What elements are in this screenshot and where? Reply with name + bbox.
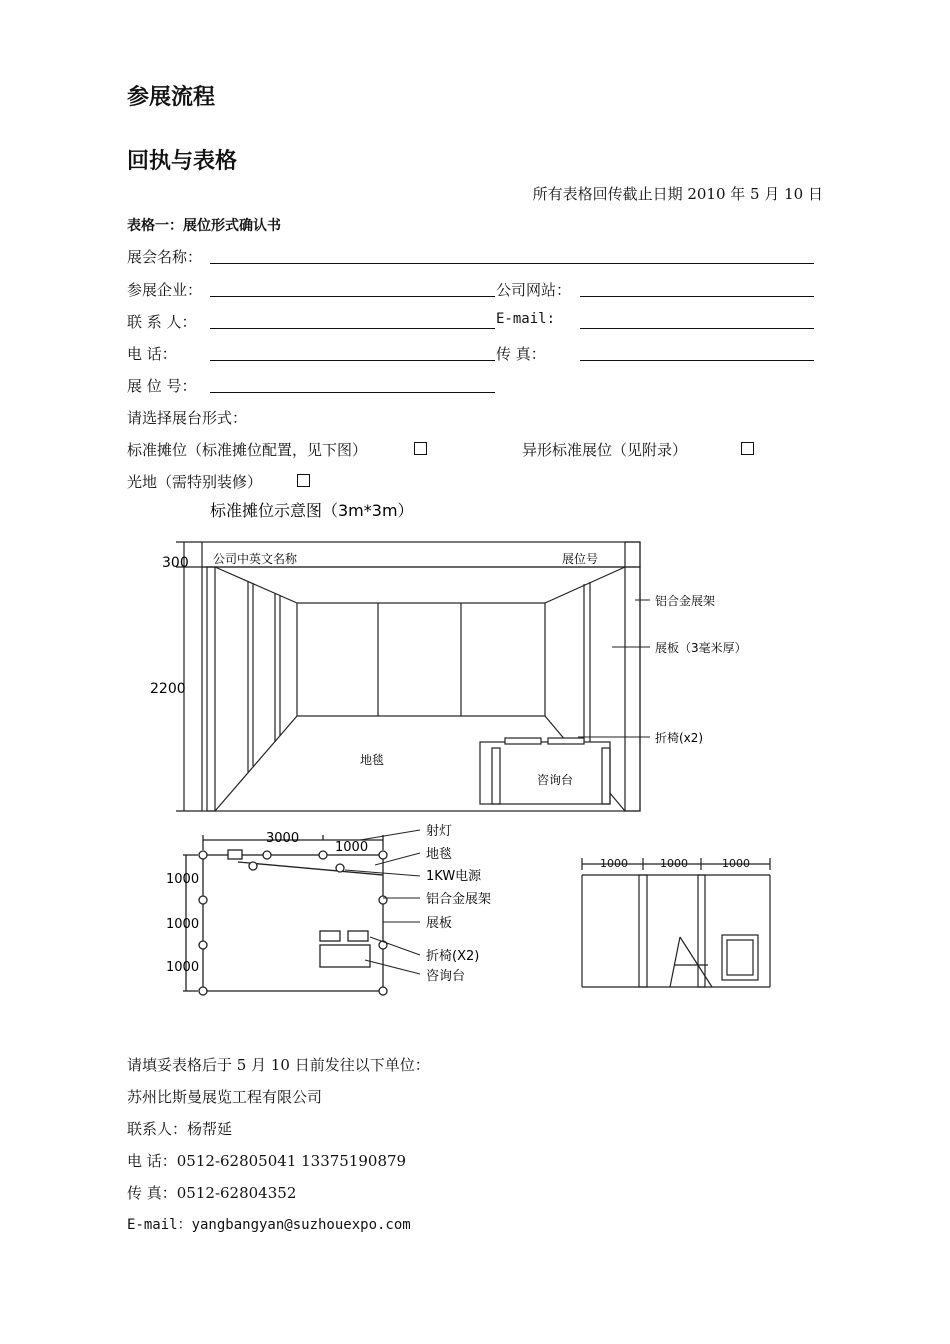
plan-label-power: 1KW电源 [426, 869, 482, 884]
booth-no-label: 展 位 号： [127, 377, 197, 395]
plan-label-panel: 展板 [426, 916, 453, 931]
fascia-booth: 展位号 [562, 552, 599, 566]
exhibition-name-field[interactable] [210, 263, 814, 264]
elev-dim-1: 1000 [600, 857, 628, 870]
booth-floor-plan [183, 835, 387, 995]
dim-3000: 3000 [266, 831, 300, 846]
plan-label-chair: 折椅(X2) [426, 949, 480, 964]
page-title-flow: 参展流程 [127, 85, 216, 110]
standard-booth-diagram [0, 490, 950, 1010]
option-standard-label: 标准摊位（标准摊位配置，见下图） [127, 441, 368, 459]
dim-left-2: 1000 [166, 917, 200, 932]
callout-frame: 铝合金展架 [655, 594, 716, 608]
option-standard-checkbox[interactable] [414, 442, 427, 455]
contact-label: 联 系 人： [127, 313, 197, 331]
plan-label-frame: 铝合金展架 [426, 892, 492, 907]
option-raw-label: 光地（需特别装修） [127, 473, 263, 491]
deadline-text: 所有表格回传截止日期 2010 年 5 月 10 日 [532, 185, 823, 203]
plan-label-carpet: 地毯 [426, 847, 453, 862]
booth-elevation [582, 858, 770, 987]
callout-lines [578, 600, 650, 737]
elev-dim-2: 1000 [660, 857, 688, 870]
dim-2200: 2200 [150, 681, 186, 697]
fascia-company: 公司中英文名称 [213, 552, 298, 566]
company-field[interactable] [210, 296, 495, 297]
website-label: 公司网站： [496, 281, 572, 299]
footer-instruction: 请填妥表格后于 5 月 10 日前发往以下单位： [127, 1056, 430, 1074]
option-special-label: 异形标准展位（见附录） [522, 441, 688, 459]
dim-300: 300 [162, 555, 189, 571]
elev-dim-3: 1000 [722, 857, 750, 870]
carpet-label: 地毯 [360, 753, 385, 767]
email-label: E-mail: [496, 311, 556, 327]
fax-label: 传 真： [496, 345, 546, 363]
phone-label: 电 话： [127, 345, 177, 363]
exhibition-name-label: 展会名称： [127, 248, 203, 266]
email-field[interactable] [580, 328, 814, 329]
desk-label: 咨询台 [537, 773, 574, 787]
page-title-receipt: 回执与表格 [127, 149, 238, 174]
booth-perspective [202, 542, 640, 811]
phone-field[interactable] [210, 360, 495, 361]
contact-field[interactable] [210, 328, 495, 329]
dim-left-3: 1000 [166, 960, 200, 975]
option-special-checkbox[interactable] [741, 442, 754, 455]
choose-label: 请选择展台形式： [127, 409, 248, 427]
website-field[interactable] [580, 296, 814, 297]
plan-label-desk: 咨询台 [426, 969, 466, 984]
form-title: 表格一：展位形式确认书 [127, 218, 281, 234]
height-dimension [176, 542, 202, 811]
footer-company: 苏州比斯曼展览工程有限公司 [127, 1088, 323, 1106]
footer-fax: 传 真：0512-62804352 [127, 1184, 297, 1202]
footer-email[interactable]: E-mail：yangbangyan@suzhouexpo.com [127, 1217, 411, 1233]
callout-panel: 展板（3毫米厚） [655, 641, 747, 655]
fax-field[interactable] [580, 360, 814, 361]
dim-left-1: 1000 [166, 872, 200, 887]
diagram-title: 标准摊位示意图（3m*3m） [210, 501, 414, 520]
footer-contact: 联系人：杨帮延 [127, 1120, 233, 1138]
callout-chair: 折椅(x2) [655, 731, 704, 745]
company-label: 参展企业： [127, 281, 203, 299]
dim-1000-top: 1000 [335, 840, 369, 855]
footer-phone: 电 话：0512-62805041 13375190879 [127, 1152, 407, 1170]
option-raw-checkbox[interactable] [297, 474, 310, 487]
plan-label-spotlight: 射灯 [426, 824, 453, 839]
booth-no-field[interactable] [210, 392, 495, 393]
